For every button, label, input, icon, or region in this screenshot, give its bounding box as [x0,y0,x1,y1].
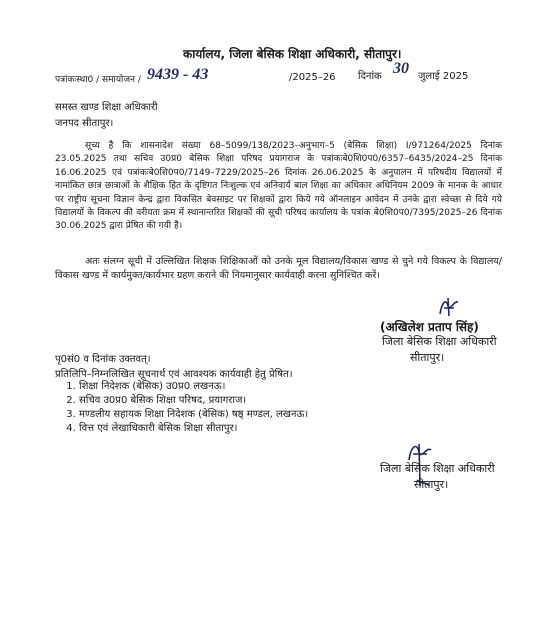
letter-number-handwritten: 9439 - 43 [147,66,209,83]
signature-1-scribble [436,296,462,318]
list-item: 2. सचिव उ0प्र0 बेसिक शिक्षा परिषद, प्रयागराज। [79,394,308,408]
office-title: कार्यालय, जिला बेसिक शिक्षा अधिकारी, सीतापुर। [183,47,402,61]
reference-line: पृ0सं0 व दिनांक उक्तवत्। [55,354,151,365]
body-paragraph-1: सूच्य है कि शासनादेश संख्या 68–5099/138/2023–अनुभाग–5 (बेसिक शिक्षा) I/971264/2025 दिनांक 23.05.2025 तथा सचिव उ0प्र0 बेसिक शिक्षा परिषद प्रयागराज के पत्रांकःबे0शि0प0/6357–6435/2024–25 दिनांक 16.06.2025 एवं पत्रांकःबे0शि0प0/7149–7229/2025–26 दिनांक 26.06.2025 के अनुपालन में परिषदीय विद्यालयों में नामांकित छात्र छात्राओं के शैक्षिक हित के दृष्टिगत निःशुल्क एवं अनिवार्य बाल शिक्षा का अधिकार अधिनियम 2009 के मानक के आधार पर राष्ट्रीय सूचना विज्ञान केन्द्र द्वारा विकसित बेवसाइट पर शिक्षकों द्वारा किये गये ऑनलाइन आवेदन में उनके द्वारा स्वेच्छा से दिये गये विद्यालयों के विकल्प की वरीयता क्रम में स्थानान्तरित शिक्षकों की सूची परिषद कार्यालय के पत्रांक बे0शि0प0/7395/2025–26 दिनांक 30.06.2025 द्वारा प्रेषित की गयी है। [55,141,502,232]
list-item: 3. मण्डलीय सहायक शिक्षा निदेशक (बेसिक) षष्ठ् मण्डल, लखनऊ। [79,408,308,422]
date-day-handwritten: 30 [393,60,409,77]
date-suffix: जुलाई 2025 [418,71,469,82]
list-item: 4. वित्त एवं लेखाधिकारी बेसिक शिक्षा सीतापुर। [79,422,308,436]
addressee-line-1: समस्त खण्ड शिक्षा अधिकारी [55,102,158,113]
signatory-designation: जिला बेसिक शिक्षा अधिकारी [382,335,497,348]
list-item: 1. शिक्षा निदेशक (बेसिक) उ0प्र0 लखनऊ। [79,380,308,394]
session-text: /2025–26 [289,72,336,83]
signatory-name: (अखिलेश प्रताप सिंह) [380,320,479,334]
date-prefix: दिनांक [358,71,382,82]
signature-2-designation: जिला बेसिक शिक्षा अधिकारी [380,462,495,475]
signatory-place: सीतापुर। [410,351,445,364]
body-paragraph-2: अतः संलग्न सूची में उल्लिखित शिक्षक शिक्षिकाओं को उनके मूल विद्यालय/विकास खण्ड से चुने गये विकल्प के विद्यालय/विकास खण्ड में कार्यमुक्त/कार्यभार ग्रहण कराने की नियमानुसार कार्यवाही करना सुनिश्चित करें। [55,256,502,281]
copy-recipients-list [55,380,308,436]
letter-number-label: पत्रांकःस्था0 / समायोजन / [55,75,141,85]
signature-2-place: सीतापुर। [414,478,449,491]
addressee-line-2: जनपद सीतापुर। [55,118,114,129]
copy-intro: प्रतिलिपि–निम्नलिखित सूचनार्थ एवं आवश्यक कार्यवाही हेतु प्रेषित। [55,369,293,380]
